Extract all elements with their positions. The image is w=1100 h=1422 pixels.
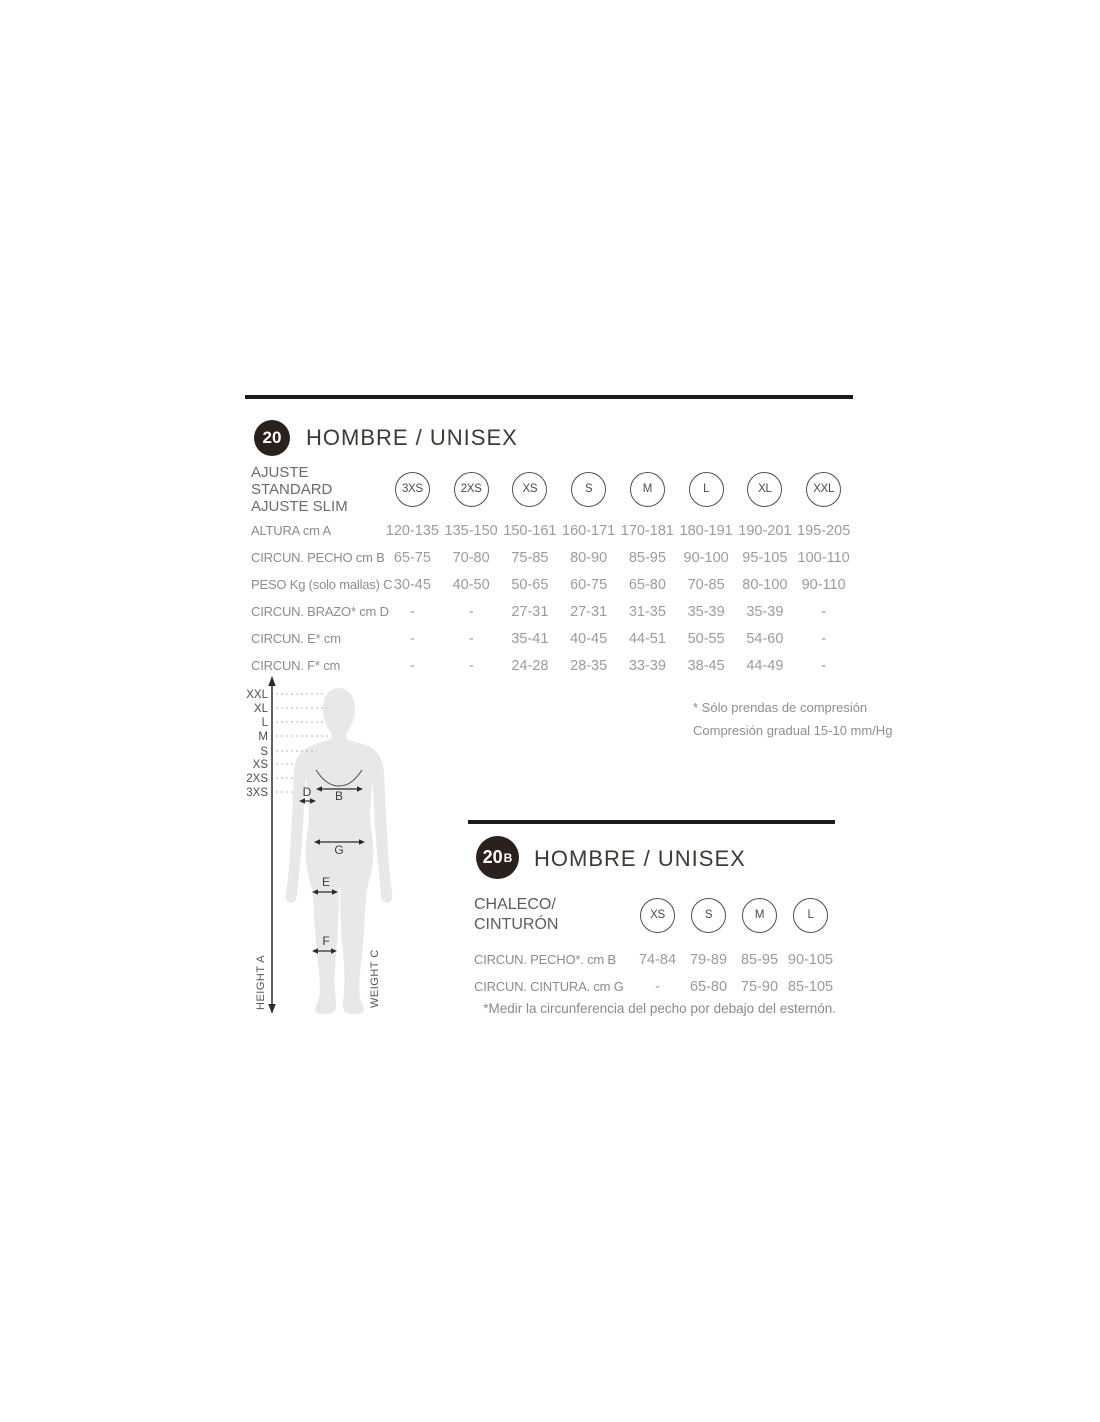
section-badge-20 xyxy=(254,420,290,456)
weight-axis-label: WEIGHT C xyxy=(369,949,381,1008)
scale-label-s: S xyxy=(260,746,268,758)
note-compression-only: * Sólo prendas de compresión xyxy=(693,700,868,715)
table-cell: - xyxy=(409,630,415,647)
size-header-b-m xyxy=(734,884,785,946)
table-cell: 40-45 xyxy=(570,630,608,647)
product-type-label xyxy=(468,884,632,946)
height-axis-label: HEIGHT A xyxy=(255,954,267,1010)
scale-label-xs: XS xyxy=(252,759,268,771)
body-left-arm xyxy=(286,751,307,903)
table-cell: 30-45 xyxy=(393,576,431,593)
table-cell: 65-75 xyxy=(393,549,431,566)
table-cell: 65-80 xyxy=(628,576,666,593)
section-badge-20b-sub: B xyxy=(503,850,513,865)
table-cell: 24-28 xyxy=(511,657,549,674)
table-cell: 35-41 xyxy=(511,630,549,647)
table-cell: 50-65 xyxy=(511,576,549,593)
table-cell: 38-45 xyxy=(687,657,725,674)
measure-letter-f: F xyxy=(322,934,330,948)
table-cell: 44-51 xyxy=(628,630,666,647)
section-badge-20b-main: 20 xyxy=(482,847,503,867)
row-label-b-cintura: CIRCUN. CINTURA. cm G xyxy=(474,979,624,994)
size-header-3xs xyxy=(383,461,442,517)
table-cell: 160-171 xyxy=(562,522,616,539)
table-cell: 31-35 xyxy=(628,603,666,620)
scale-label-m: M xyxy=(258,731,268,743)
size-circle-xl: XL xyxy=(747,472,782,507)
size-header-m xyxy=(618,461,677,517)
table-cell: 90-110 xyxy=(801,576,846,593)
table-cell: 150-161 xyxy=(503,522,557,539)
table-cell: 85-95 xyxy=(628,549,666,566)
section-divider-main xyxy=(245,395,853,399)
table-cell: - xyxy=(468,603,474,620)
size-circle-xs: XS xyxy=(512,472,547,507)
table-cell: 90-105 xyxy=(787,951,834,968)
table-cell: 35-39 xyxy=(746,603,784,620)
table-cell: - xyxy=(821,657,827,674)
section-title-b: HOMBRE / UNISEX xyxy=(534,846,746,871)
section-title-main: HOMBRE / UNISEX xyxy=(306,425,518,450)
table-cell: 170-181 xyxy=(620,522,674,539)
table-cell: - xyxy=(655,978,660,995)
size-header-2xs xyxy=(442,461,501,517)
table-cell: 35-39 xyxy=(687,603,725,620)
table-cell: 75-90 xyxy=(740,978,779,995)
fit-slim-label: AJUSTE SLIM xyxy=(251,497,348,515)
table-cell: 85-105 xyxy=(787,978,834,995)
section-divider-b xyxy=(468,820,835,824)
size-circle-m: M xyxy=(630,472,665,507)
size-header-xl xyxy=(736,461,795,517)
table-cell: 195-205 xyxy=(797,522,851,539)
table-cell: 95-105 xyxy=(742,549,788,566)
measure-letter-d: D xyxy=(302,785,312,799)
table-cell: 27-31 xyxy=(511,603,549,620)
table-cell: 70-85 xyxy=(687,576,725,593)
size-header-b-xs xyxy=(632,884,683,946)
table-cell: 65-80 xyxy=(689,978,728,995)
table-cell: 70-80 xyxy=(452,549,490,566)
size-circle-l: L xyxy=(689,472,724,507)
scale-label-2xs: 2XS xyxy=(246,773,268,785)
size-circle-b-l: L xyxy=(793,898,828,933)
main-size-table xyxy=(245,461,853,679)
product-label-cinturon: CINTURÓN xyxy=(474,916,559,933)
arrowhead xyxy=(312,948,318,954)
measure-letter-b: B xyxy=(334,789,344,803)
size-circle-b-xs: XS xyxy=(640,898,675,933)
table-cell: 180-191 xyxy=(679,522,733,539)
table-cell: 40-50 xyxy=(452,576,490,593)
table-cell: 44-49 xyxy=(746,657,784,674)
measure-letter-e: E xyxy=(321,875,331,889)
table-cell: 135-150 xyxy=(444,522,498,539)
table-cell: 33-39 xyxy=(628,657,666,674)
size-header-s xyxy=(559,461,618,517)
fit-type-label xyxy=(245,461,383,517)
table-cell: 75-85 xyxy=(511,549,549,566)
vest-belt-size-table xyxy=(468,884,836,1000)
body-measurement-diagram xyxy=(240,672,470,1022)
row-label-circun-e: CIRCUN. E* cm xyxy=(251,631,341,646)
table-cell: 54-60 xyxy=(746,630,784,647)
row-label-pecho: CIRCUN. PECHO cm B xyxy=(251,550,385,565)
row-label-b-pecho: CIRCUN. PECHO*. cm B xyxy=(474,952,616,967)
size-header-b-s xyxy=(683,884,734,946)
table-cell: - xyxy=(468,657,474,674)
table-cell: - xyxy=(409,657,415,674)
table-cell: 80-100 xyxy=(742,576,788,593)
compression-notes xyxy=(693,696,892,742)
table-cell: 79-89 xyxy=(689,951,728,968)
scale-label-l: L xyxy=(261,717,268,729)
scale-label-xl: XL xyxy=(253,703,268,715)
product-label-chaleco: CHALECO/ xyxy=(474,896,556,913)
size-circle-s: S xyxy=(571,472,606,507)
row-label-altura: ALTURA cm A xyxy=(251,523,331,538)
section-badge-20-label: 20 xyxy=(262,428,282,447)
table-cell: 74-84 xyxy=(638,951,677,968)
measure-letter-g: G xyxy=(334,843,344,857)
size-header-l xyxy=(677,461,736,517)
size-circle-2xs: 2XS xyxy=(454,472,489,507)
table-cell: - xyxy=(821,603,827,620)
row-label-brazo: CIRCUN. BRAZO* cm D xyxy=(251,604,389,619)
table-cell: 120-135 xyxy=(385,522,439,539)
row-label-peso: PESO Kg (solo mallas) C xyxy=(251,577,393,592)
size-header-b-l xyxy=(785,884,836,946)
table-cell: 27-31 xyxy=(570,603,608,620)
table-cell: 60-75 xyxy=(570,576,608,593)
table-cell: 190-201 xyxy=(738,522,792,539)
table-cell: 80-90 xyxy=(570,549,608,566)
scale-label-xxl: XXL xyxy=(246,689,268,701)
table-cell: 85-95 xyxy=(740,951,779,968)
size-header-xs xyxy=(501,461,560,517)
scale-label-3xs: 3XS xyxy=(246,787,268,799)
table-cell: 90-100 xyxy=(683,549,729,566)
fit-standard-label: AJUSTE STANDARD xyxy=(251,463,333,498)
height-arrow-top-head xyxy=(268,676,275,686)
body-right-arm xyxy=(371,751,392,903)
size-circle-xxl: XXL xyxy=(806,472,841,507)
table-cell: - xyxy=(821,630,827,647)
section-badge-20b xyxy=(476,836,519,879)
table-cell: 100-110 xyxy=(797,549,850,566)
size-circle-3xs: 3XS xyxy=(395,472,430,507)
table-cell: 28-35 xyxy=(570,657,608,674)
table-cell: - xyxy=(468,630,474,647)
row-label-circun-f: CIRCUN. F* cm xyxy=(251,658,341,673)
sternum-footnote: *Medir la circunferencia del pecho por debajo del esternón. xyxy=(483,1001,836,1016)
size-circle-b-m: M xyxy=(742,898,777,933)
note-gradual-compression: Compresión gradual 15-10 mm/Hg xyxy=(693,723,893,738)
table-cell: 50-55 xyxy=(687,630,725,647)
table-cell: - xyxy=(409,603,415,620)
height-arrow-bottom-head xyxy=(268,1004,275,1014)
size-header-xxl xyxy=(794,461,853,517)
size-circle-b-s: S xyxy=(691,898,726,933)
